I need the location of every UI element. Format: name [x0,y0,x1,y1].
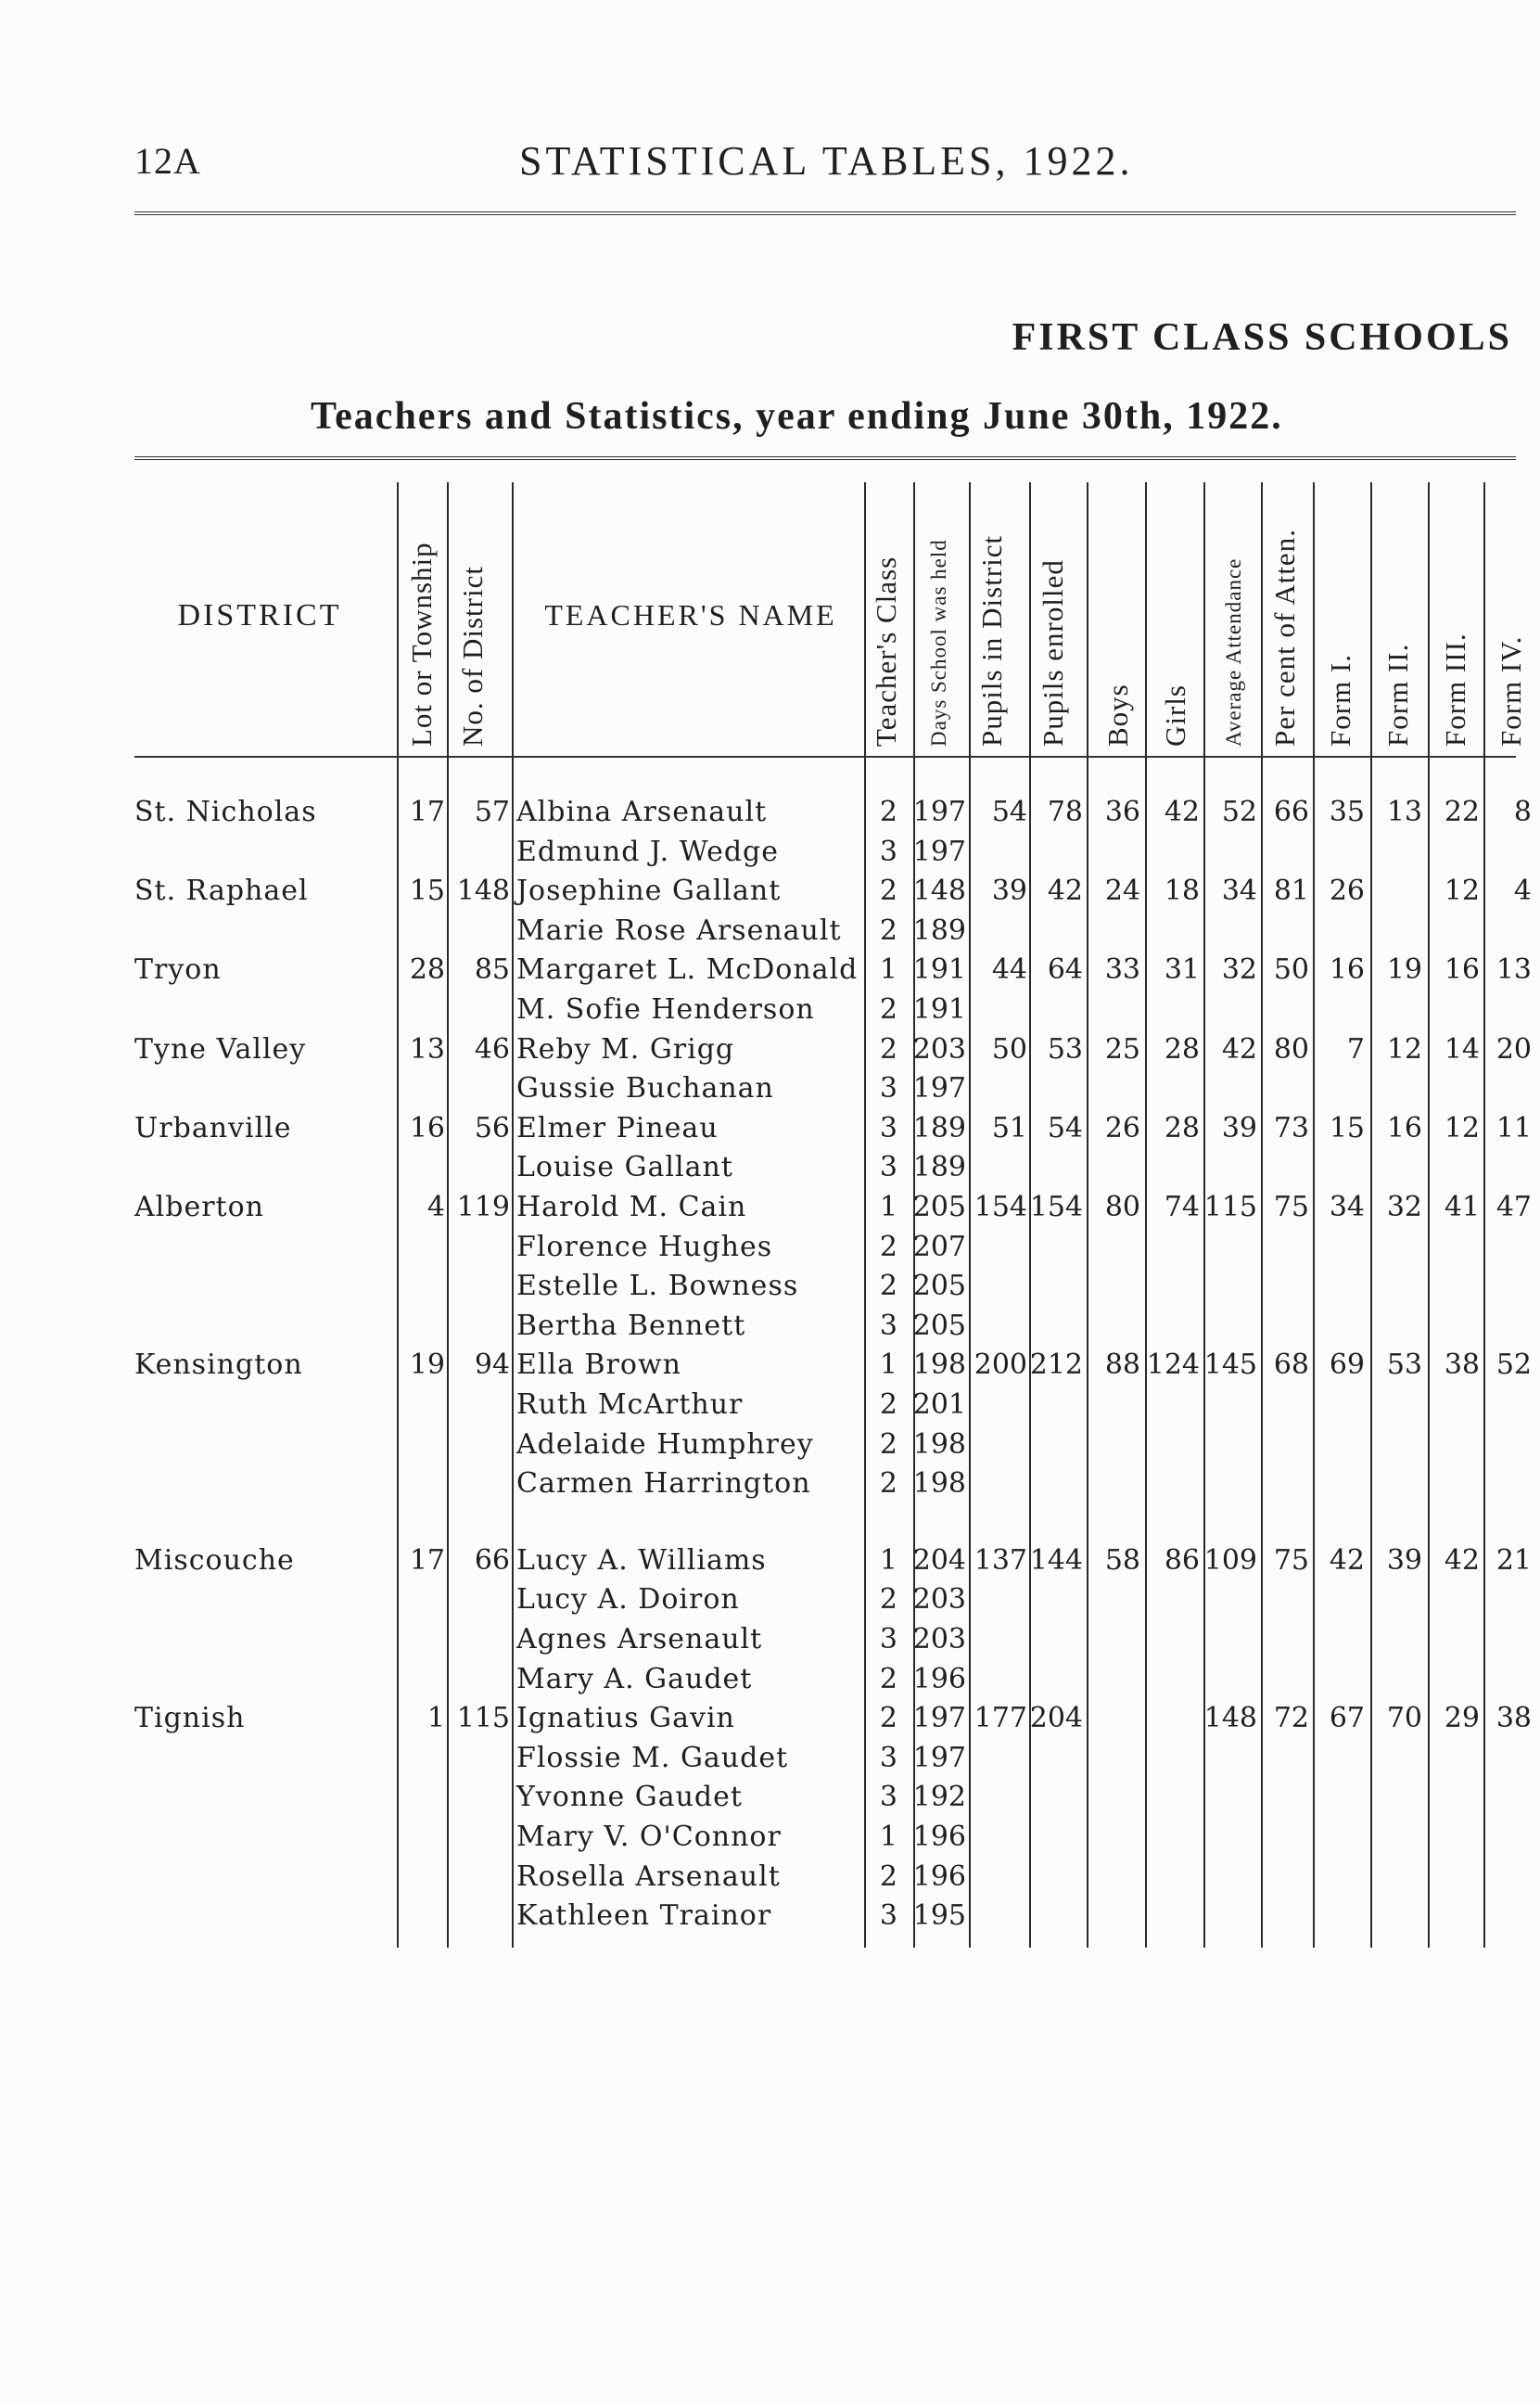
form1-cell: 16 [1329,953,1365,987]
district-number-cell: 56 [474,1111,510,1144]
pupils-enrolled-cell: 54 [1047,1111,1083,1144]
form4-cell: 4 [1513,875,1532,908]
pupils-enrolled-cell: 204 [1029,1702,1083,1735]
teacher-name-cell: Agnes Arsenault [516,1623,763,1655]
form4-cell: 52 [1495,1348,1532,1382]
district-number-cell: 85 [474,953,510,987]
district-cell: Tyne Valley [134,1032,307,1066]
teacher-class-cell: 3 [879,1072,897,1106]
district-cell: Alberton [134,1191,264,1223]
district-cell: Tryon [134,953,222,987]
form3-cell: 16 [1444,953,1480,987]
form1-cell: 15 [1329,1111,1365,1144]
boys-cell: 80 [1104,1191,1140,1223]
form3-cell: 29 [1444,1702,1480,1735]
table-row [0,833,1540,872]
table-row [0,793,1540,832]
teacher-class-cell: 1 [879,1821,897,1853]
teacher-name-cell: Edmund J. Wedge [516,835,780,868]
teacher-name-cell: Josephine Gallant [516,875,782,908]
avg-attendance-cell: 145 [1203,1348,1257,1382]
teacher-class-cell: 2 [879,914,897,947]
avg-attendance-cell: 52 [1221,796,1257,828]
teacher-class-cell: 1 [879,1348,897,1382]
district-cell: St. Nicholas [134,796,317,828]
header-lot: Lot or Township [405,542,438,747]
teacher-name-cell: Estelle L. Bowness [516,1270,799,1303]
avg-attendance-cell: 42 [1221,1032,1257,1066]
avg-attendance-cell: 115 [1203,1191,1257,1223]
header-pupils-enrolled: Pupils enrolled [1037,559,1069,747]
table-row [0,1580,1540,1619]
teacher-class-cell: 1 [879,1543,897,1577]
table-row [0,1858,1540,1897]
header-form2: Form II. [1381,643,1414,747]
days-held-cell: 198 [912,1427,966,1461]
avg-attendance-cell: 148 [1203,1702,1257,1735]
teacher-name-cell: Carmen Harrington [516,1467,811,1501]
table-row [0,991,1540,1029]
teacher-name-cell: Lucy A. Doiron [516,1583,740,1617]
pupils-district-cell: 50 [991,1032,1027,1066]
teacher-class-cell: 3 [879,835,897,868]
lot-cell: 17 [409,1543,445,1577]
teacher-name-cell: Kathleen Trainor [516,1899,772,1933]
form3-cell: 42 [1444,1543,1480,1577]
header-pct-attendance: Per cent of Atten. [1268,529,1301,747]
teacher-name-cell: Adelaide Humphrey [516,1427,814,1461]
lot-cell: 16 [409,1111,445,1144]
form4-cell: 11 [1495,1111,1532,1144]
district-number-cell: 148 [456,875,510,908]
pct-attendance-cell: 73 [1273,1111,1309,1144]
table-row [0,1188,1540,1227]
girls-cell: 28 [1164,1032,1200,1066]
lot-cell: 15 [409,875,445,908]
teacher-class-cell: 2 [879,1467,897,1501]
days-held-cell: 205 [912,1191,966,1223]
days-held-cell: 204 [912,1543,966,1577]
header-form1: Form I. [1324,654,1356,747]
table-row [0,1386,1540,1425]
district-number-cell: 66 [474,1543,510,1577]
pupils-district-cell: 137 [974,1543,1027,1577]
teacher-name-cell: Mary A. Gaudet [516,1662,753,1695]
teacher-class-cell: 1 [879,1191,897,1223]
boys-cell: 24 [1104,875,1140,908]
form1-cell: 69 [1329,1348,1365,1382]
district-cell: St. Raphael [134,875,309,908]
header-days-held: Days School was held [927,539,950,747]
form4-cell: 13 [1495,953,1532,987]
teacher-class-cell: 2 [879,875,897,908]
pct-attendance-cell: 72 [1273,1702,1309,1735]
header-form4: Form IV. [1495,635,1527,747]
teacher-name-cell: Lucy A. Williams [516,1543,767,1577]
days-held-cell: 197 [912,1741,966,1774]
pupils-enrolled-cell: 53 [1047,1032,1083,1066]
header-avg-attendance: Average Attendance [1222,557,1245,747]
teacher-name-cell: Bertha Bennett [516,1309,746,1342]
teacher-class-cell: 3 [879,1111,897,1144]
pupils-enrolled-cell: 212 [1029,1348,1083,1382]
teacher-class-cell: 2 [879,796,897,828]
days-held-cell: 191 [912,953,966,987]
teacher-class-cell: 2 [879,1230,897,1263]
form3-cell: 41 [1444,1191,1480,1223]
days-held-cell: 203 [912,1583,966,1617]
teacher-name-cell: Marie Rose Arsenault [516,914,842,947]
teacher-name-cell: Florence Hughes [516,1230,773,1263]
pct-attendance-cell: 80 [1273,1032,1309,1066]
table-row [0,1739,1540,1778]
table-row [0,1541,1540,1580]
table-row [0,1818,1540,1857]
pct-attendance-cell: 68 [1273,1348,1309,1382]
teacher-class-cell: 2 [879,1427,897,1461]
teacher-name-cell: Ella Brown [516,1348,681,1382]
table-row [0,1464,1540,1503]
days-held-cell: 189 [912,1111,966,1144]
teacher-class-cell: 1 [879,953,897,987]
boys-cell: 25 [1104,1032,1140,1066]
district-cell: Urbanville [134,1111,292,1144]
lot-cell: 4 [426,1191,445,1223]
teacher-name-cell: Ruth McArthur [516,1388,744,1421]
table-row [0,872,1540,911]
teacher-class-cell: 2 [879,1860,897,1893]
teacher-class-cell: 2 [879,993,897,1026]
teacher-name-cell: Yvonne Gaudet [516,1781,743,1814]
teacher-class-cell: 3 [879,1781,897,1814]
header-teacher-name: TEACHER'S NAME [544,598,837,632]
girls-cell: 124 [1146,1348,1200,1382]
pct-attendance-cell: 66 [1273,796,1309,828]
table-row [0,1897,1540,1936]
table-row [0,1346,1540,1385]
table-row [0,912,1540,951]
days-held-cell: 201 [912,1388,966,1421]
girls-cell: 42 [1164,796,1200,828]
pupils-enrolled-cell: 154 [1029,1191,1083,1223]
header-boys: Boys [1101,684,1134,747]
boys-cell: 33 [1104,953,1140,987]
district-number-cell: 94 [474,1348,510,1382]
teacher-class-cell: 3 [879,1309,897,1342]
pupils-enrolled-cell: 144 [1029,1543,1083,1577]
teacher-name-cell: Harold M. Cain [516,1191,747,1223]
pct-attendance-cell: 75 [1273,1191,1309,1223]
form4-cell: 21 [1495,1543,1532,1577]
teacher-class-cell: 2 [879,1032,897,1066]
days-held-cell: 197 [912,1072,966,1106]
teacher-name-cell: Ignatius Gavin [516,1702,735,1735]
pupils-enrolled-cell: 78 [1047,796,1083,828]
header-district: DISTRICT [177,598,342,633]
days-held-cell: 197 [912,796,966,828]
days-held-cell: 148 [912,875,966,908]
pupils-district-cell: 44 [991,953,1027,987]
days-held-cell: 207 [912,1230,966,1263]
district-number-cell: 46 [474,1032,510,1066]
district-cell: Tignish [134,1702,246,1735]
avg-attendance-cell: 34 [1221,875,1257,908]
days-held-cell: 198 [912,1467,966,1501]
pct-attendance-cell: 81 [1273,875,1309,908]
boys-cell: 36 [1104,796,1140,828]
avg-attendance-cell: 109 [1203,1543,1257,1577]
pupils-district-cell: 54 [991,796,1027,828]
header-pupils-district: Pupils in District [975,534,1008,747]
pupils-district-cell: 51 [991,1111,1027,1144]
teacher-name-cell: Margaret L. McDonald [516,953,859,987]
days-held-cell: 197 [912,835,966,868]
table-row [0,1425,1540,1464]
teacher-class-cell: 2 [879,1583,897,1617]
pupils-district-cell: 154 [974,1191,1027,1223]
page-number: 12A [134,140,201,182]
table-row [0,1069,1540,1108]
pupils-district-cell: 39 [991,875,1027,908]
form2-cell: 32 [1386,1191,1422,1223]
form4-cell: 8 [1513,796,1532,828]
form2-cell: 39 [1386,1543,1422,1577]
teacher-name-cell: Reby M. Grigg [516,1032,735,1066]
days-held-cell: 189 [912,914,966,947]
teacher-name-cell: Albina Arsenault [516,796,768,828]
days-held-cell: 203 [912,1623,966,1655]
lot-cell: 19 [409,1348,445,1382]
district-cell: Kensington [134,1348,303,1382]
days-held-cell: 195 [912,1899,966,1933]
teacher-name-cell: Elmer Pineau [516,1111,719,1144]
table-row [0,1620,1540,1659]
table-subtitle: Teachers and Statistics, year ending June 30th, 1922. [311,395,1283,438]
form4-cell: 47 [1495,1191,1532,1223]
teacher-name-cell: Louise Gallant [516,1151,733,1184]
table-row [0,1307,1540,1346]
teacher-class-cell: 2 [879,1388,897,1421]
days-held-cell: 205 [912,1309,966,1342]
form2-cell: 16 [1386,1111,1422,1144]
teacher-class-cell: 3 [879,1151,897,1184]
table-row [0,1699,1540,1738]
pupils-district-cell: 200 [974,1348,1027,1382]
days-held-cell: 197 [912,1702,966,1735]
days-held-cell: 198 [912,1348,966,1382]
pct-attendance-cell: 75 [1273,1543,1309,1577]
boys-cell: 88 [1104,1348,1140,1382]
teacher-class-cell: 2 [879,1702,897,1735]
days-held-cell: 191 [912,993,966,1026]
form3-cell: 12 [1444,875,1480,908]
table-top-rule [134,456,1516,460]
form4-cell: 38 [1495,1702,1532,1735]
table-row [0,1148,1540,1187]
form2-cell: 53 [1386,1348,1422,1382]
header-bottom-rule [134,756,1516,758]
table-row [0,1109,1540,1148]
girls-cell: 31 [1164,953,1200,987]
form1-cell: 34 [1329,1191,1365,1223]
teacher-class-cell: 3 [879,1623,897,1655]
boys-cell: 58 [1104,1543,1140,1577]
form3-cell: 12 [1444,1111,1480,1144]
running-title: STATISTICAL TABLES, 1922. [519,138,1134,184]
boys-cell: 26 [1104,1111,1140,1144]
header-girls: Girls [1159,684,1191,747]
days-held-cell: 196 [912,1821,966,1853]
teacher-class-cell: 2 [879,1662,897,1695]
teacher-class-cell: 3 [879,1899,897,1933]
table-row [0,1228,1540,1267]
girls-cell: 18 [1164,875,1200,908]
days-held-cell: 205 [912,1270,966,1303]
table-row [0,1030,1540,1069]
form1-cell: 7 [1346,1032,1365,1066]
pupils-district-cell: 177 [974,1702,1027,1735]
teacher-name-cell: Flossie M. Gaudet [516,1741,789,1774]
girls-cell: 28 [1164,1111,1200,1144]
pct-attendance-cell: 50 [1273,953,1309,987]
days-held-cell: 196 [912,1860,966,1893]
teacher-class-cell: 3 [879,1741,897,1774]
form3-cell: 14 [1444,1032,1480,1066]
section-title: FIRST CLASS SCHOOLS [1012,316,1512,359]
days-held-cell: 189 [912,1151,966,1184]
form2-cell: 70 [1386,1702,1422,1735]
table-row [0,1267,1540,1306]
lot-cell: 13 [409,1032,445,1066]
lot-cell: 17 [409,796,445,828]
pupils-enrolled-cell: 42 [1047,875,1083,908]
lot-cell: 28 [409,953,445,987]
table-row [0,1660,1540,1699]
district-number-cell: 115 [456,1702,510,1735]
table-row [0,1778,1540,1817]
teacher-name-cell: M. Sofie Henderson [516,993,815,1026]
header-no-district: No. of District [456,566,489,747]
form1-cell: 67 [1329,1702,1365,1735]
form3-cell: 22 [1444,796,1480,828]
pupils-enrolled-cell: 64 [1047,953,1083,987]
form1-cell: 42 [1329,1543,1365,1577]
form1-cell: 26 [1329,875,1365,908]
header-teacher-class: Teacher's Class [870,556,902,747]
district-number-cell: 119 [456,1191,510,1223]
top-rule [134,211,1516,215]
avg-attendance-cell: 32 [1221,953,1257,987]
teacher-class-cell: 2 [879,1270,897,1303]
form3-cell: 38 [1444,1348,1480,1382]
days-held-cell: 192 [912,1781,966,1814]
table-row [0,951,1540,990]
form2-cell: 12 [1386,1032,1422,1066]
teacher-name-cell: Mary V. O'Connor [516,1821,782,1853]
header-form3: Form III. [1439,633,1471,747]
lot-cell: 1 [426,1702,445,1735]
teacher-name-cell: Rosella Arsenault [516,1860,781,1893]
form4-cell: 20 [1495,1032,1532,1066]
district-cell: Miscouche [134,1543,295,1577]
days-held-cell: 196 [912,1662,966,1695]
avg-attendance-cell: 39 [1221,1111,1257,1144]
form1-cell: 35 [1329,796,1365,828]
district-number-cell: 57 [474,796,510,828]
girls-cell: 74 [1164,1191,1200,1223]
form2-cell: 19 [1386,953,1422,987]
days-held-cell: 203 [912,1032,966,1066]
teacher-name-cell: Gussie Buchanan [516,1072,774,1106]
form2-cell: 13 [1386,796,1422,828]
girls-cell: 86 [1164,1543,1200,1577]
